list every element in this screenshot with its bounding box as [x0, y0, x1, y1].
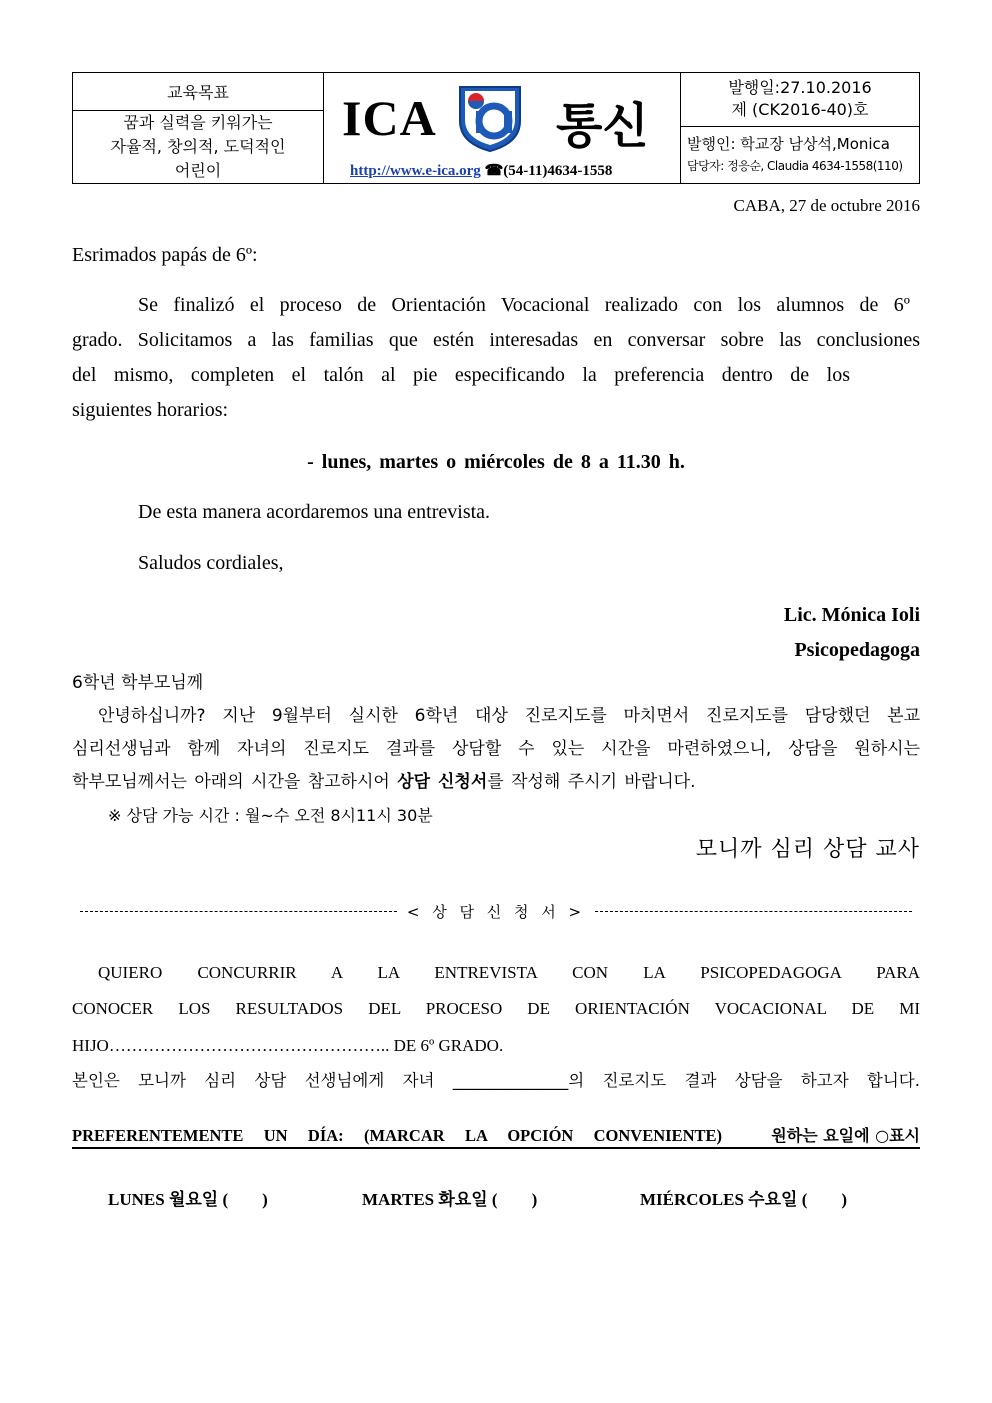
- goal-line: 꿈과 실력을 키워가는: [123, 113, 273, 132]
- checkbox-parentheses[interactable]: ( ): [801, 1190, 848, 1209]
- form-line[interactable]: HIJO………………………………………….. DE 6º GRADO.: [72, 1036, 504, 1055]
- body-line: Se finalizó el proceso de Orientación Vocacional realizado con los alumnos de 6º: [138, 294, 910, 316]
- form-line: CONOCER LOS RESULTADOS DEL PROCESO DE ORIENTACIÓN VOCACIONAL DE MI: [72, 999, 920, 1018]
- korean-line-text: 학부모님께서는 아래의 시간을 참고하시어: [72, 772, 398, 792]
- goal-title: 교육목표: [73, 73, 323, 111]
- issue-date: 발행일:27.10.2016: [728, 78, 872, 97]
- website-link[interactable]: http://www.e-ica.org: [350, 163, 481, 179]
- body-line: del mismo, completen el talón al pie especificando la preferencia dentro de los: [72, 364, 850, 386]
- goal-text: [73, 111, 323, 183]
- form-line: QUIERO CONCURRIR A LA ENTREVISTA CON LA PSICOPEDAGOGA PARA: [98, 963, 920, 982]
- phone-number: ☎(54-11)4634-1558: [484, 163, 613, 179]
- newsletter-title: 통신: [556, 98, 649, 154]
- schedule: - lunes, martes o miércoles de 8 a 11.30 h.: [307, 451, 685, 473]
- form-divider: [80, 901, 912, 921]
- issue-cell: [681, 73, 919, 183]
- preference-instruction-korean: 원하는 요일에 ○표시: [771, 1126, 920, 1145]
- publisher: 발행인: 학교장 남상석,Monica: [687, 135, 891, 153]
- day-option-tuesday[interactable]: [362, 1185, 537, 1210]
- brand-name: ICA: [342, 90, 437, 146]
- divider-line: [80, 911, 397, 912]
- korean-line: 심리선생님과 함께 자녀의 진로지도 결과를 상담할 수 있는 시간을 마련하였으니, 상담을 원하시는: [72, 739, 920, 759]
- issue-info: [681, 73, 919, 127]
- contact-line: [350, 161, 612, 180]
- body-line: grado. Solicitamos a las familias que estén interesadas en conversar sobre las conclusiones: [72, 329, 920, 351]
- signature-name: Lic. Mónica Ioli: [783, 604, 920, 626]
- closing: Saludos cordiales,: [138, 552, 284, 574]
- preference-line: [72, 1125, 920, 1149]
- korean-line: 안녕하십니까? 지난 9월부터 실시한 6학년 대상 진로지도를 마치면서 진로지도를 담당했던 본교: [98, 706, 920, 726]
- divider-line: [595, 911, 912, 912]
- signature-role: Psicopedagoga: [794, 639, 920, 661]
- day-option-monday[interactable]: [108, 1185, 268, 1210]
- day-label-korean: 월요일: [168, 1190, 219, 1210]
- day-label-korean: 수요일: [748, 1190, 798, 1210]
- application-form-label: 상담 신청서: [397, 772, 488, 792]
- interview-line: De esta manera acordaremos una entrevista.: [138, 501, 491, 523]
- day-label-korean: 화요일: [438, 1190, 488, 1210]
- goal-line: 자율적, 창의적, 도덕적인: [110, 137, 286, 156]
- day-label: MIÉRCOLES: [640, 1190, 744, 1209]
- body-line: siguientes horarios:: [72, 399, 229, 421]
- preference-instruction: PREFERENTEMENTE UN DÍA: (MARCAR LA OPCIÓN CONVENIENTE): [72, 1126, 722, 1145]
- day-label: LUNES: [108, 1190, 165, 1209]
- korean-salutation: 6학년 학부모님께: [72, 673, 204, 693]
- greeting: Esrimados papás de 6º:: [72, 244, 258, 266]
- form-title: < 상 담 신 청 서 >: [406, 902, 586, 921]
- education-goal-cell: [73, 73, 324, 183]
- checkbox-parentheses[interactable]: ( ): [491, 1190, 538, 1209]
- korean-line: [72, 766, 920, 799]
- contact-person: 담당자: 정응순, Claudia 4634-1558(110): [687, 159, 903, 173]
- korean-request-line[interactable]: 본인은 모니까 심리 상담 선생님에게 자녀 ______________의 진로지도 결과 상담을 하고자 합니다.: [72, 1071, 920, 1090]
- ica-logo-icon: [454, 81, 526, 153]
- title-cell: [324, 73, 681, 183]
- day-option-wednesday[interactable]: [640, 1185, 847, 1210]
- korean-line-text: 를 작성해 주시기 바랍니다.: [487, 772, 696, 792]
- checkbox-parentheses[interactable]: ( ): [222, 1190, 268, 1209]
- goal-line: 어린이: [174, 161, 222, 180]
- date-line: CABA, 27 de octubre 2016: [733, 196, 920, 215]
- newsletter-header: [72, 72, 920, 184]
- day-label: MARTES: [362, 1190, 435, 1209]
- consult-time-note: ※ 상담 가능 시간 : 월~수 오전 8시11시 30분: [108, 806, 433, 825]
- publisher-info: [681, 127, 919, 183]
- issue-number: 제 (CK2016-40)호: [731, 100, 869, 119]
- korean-signer: 모니까 심리 상담 교사: [695, 837, 920, 862]
